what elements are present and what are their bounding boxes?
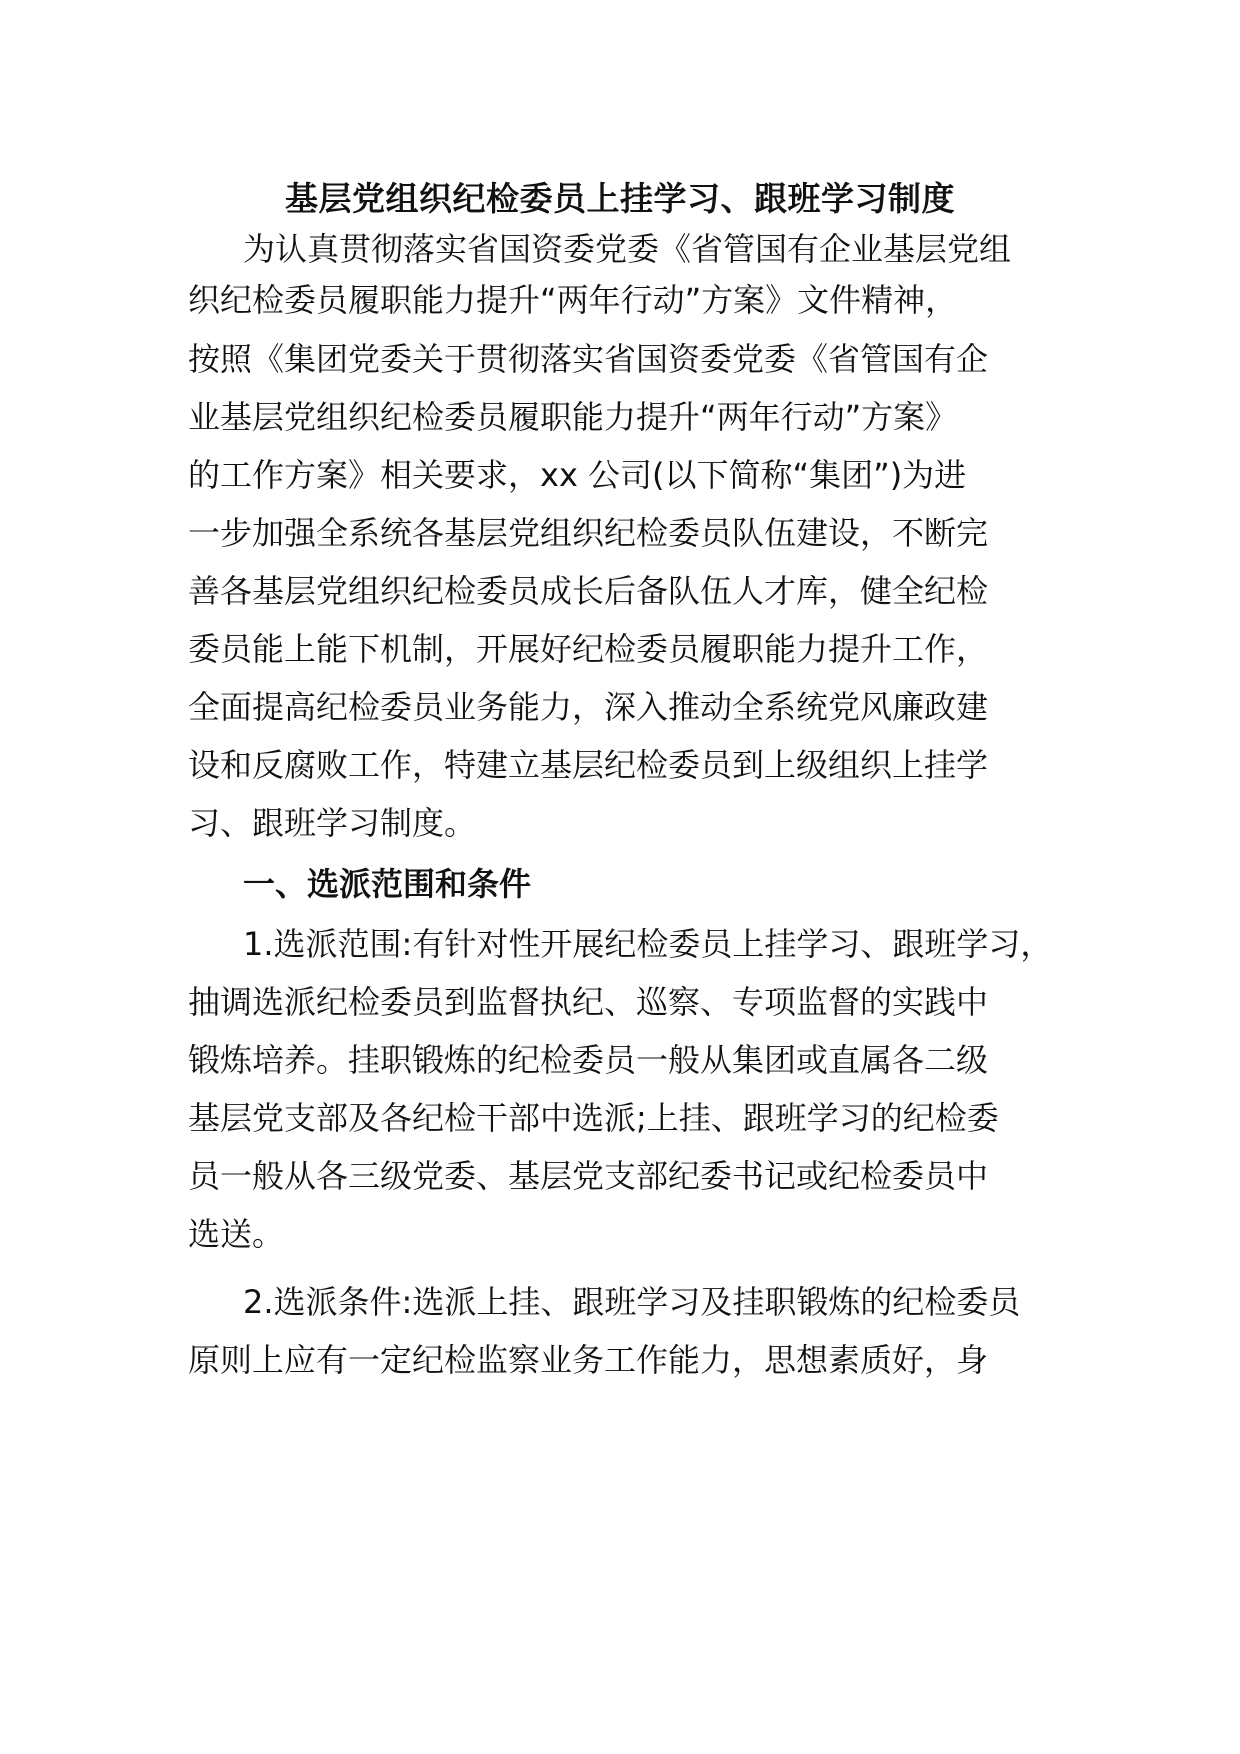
item-1-line-1: 1.选派范围:有针对性开展纪检委员上挂学习、跟班学习， — [243, 925, 1053, 963]
item-1-line-6: 选送。 — [188, 1215, 285, 1253]
item-1-line-5: 员一般从各三级党委、基层党支部纪委书记或纪检委员中 — [188, 1157, 989, 1195]
item-2-line-2: 原则上应有一定纪检监察业务工作能力，思想素质好，身 — [188, 1341, 989, 1379]
item-2-line-1: 2.选派条件:选派上挂、跟班学习及挂职锻炼的纪检委员 — [243, 1283, 1021, 1321]
paragraph-1-line-6: 一步加强全系统各基层党组织纪检委员队伍建设，不断完 — [188, 514, 989, 552]
paragraph-1-line-2: 织纪检委员履职能力提升“两年行动”方案》文件精神， — [188, 281, 958, 319]
paragraph-1-line-9: 全面提高纪检委员业务能力，深入推动全系统党风廉政建 — [188, 688, 989, 726]
paragraph-1-line-10: 设和反腐败工作，特建立基层纪检委员到上级组织上挂学 — [188, 746, 989, 784]
item-1-line-3: 锻炼培养。挂职锻炼的纪检委员一般从集团或直属各二级 — [188, 1041, 989, 1079]
item-1-line-4: 基层党支部及各纪检干部中选派;上挂、跟班学习的纪检委 — [188, 1099, 999, 1137]
paragraph-1-line-3: 按照《集团党委关于贯彻落实省国资委党委《省管国有企 — [188, 340, 989, 378]
document-title: 基层党组织纪检委员上挂学习、跟班学习制度 — [285, 179, 955, 218]
paragraph-1-line-11: 习、跟班学习制度。 — [188, 804, 477, 842]
paragraph-1-line-8: 委员能上能下机制，开展好纪检委员履职能力提升工作， — [188, 630, 989, 668]
paragraph-1-line-7: 善各基层党组织纪检委员成长后备队伍人才库，健全纪检 — [188, 572, 989, 610]
item-1-line-2: 抽调选派纪检委员到监督执纪、巡察、专项监督的实践中 — [188, 983, 989, 1021]
paragraph-1-line-4: 业基层党组织纪检委员履职能力提升“两年行动”方案》 — [188, 398, 958, 436]
paragraph-1-line-5: 的工作方案》相关要求，xx 公司(以下简称“集团”)为进 — [188, 456, 967, 494]
paragraph-1-line-1: 为认真贯彻落实省国资委党委《省管国有企业基层党组 — [243, 230, 1012, 268]
section-heading-1: 一、选派范围和条件 — [243, 865, 532, 903]
